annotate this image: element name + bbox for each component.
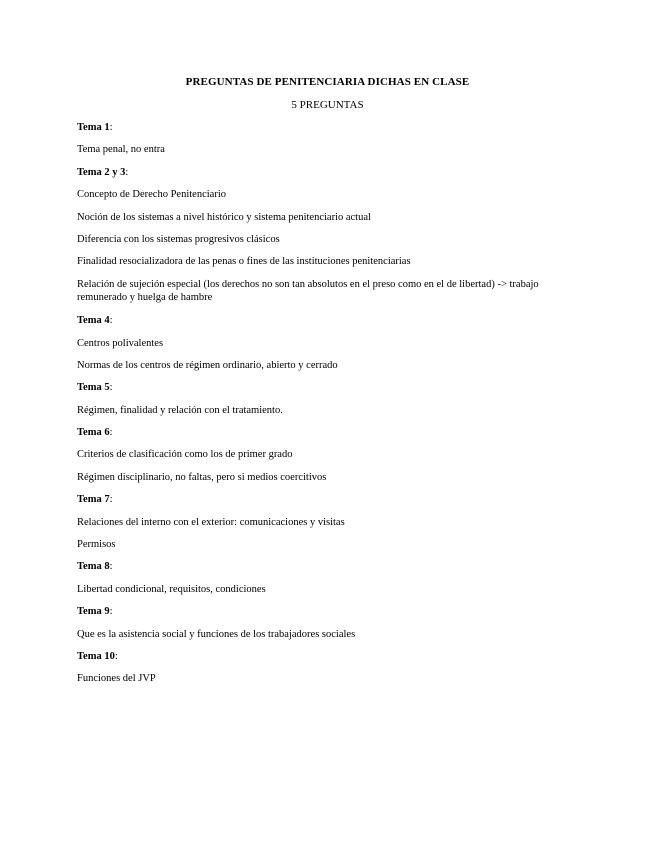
document-title: PREGUNTAS DE PENITENCIARIA DICHAS EN CLASE [185,76,470,88]
document-subtitle: 5 PREGUNTAS [291,99,364,111]
section-item: Centros polivalentes [77,337,164,349]
section-item: Régimen disciplinario, no faltas, pero si medios coercitivos [77,471,327,483]
section-item: Tema penal, no entra [77,144,165,156]
section-heading-label: Tema 5 [77,382,110,394]
section-heading-tema-8: Tema 8: [77,561,113,573]
section-heading-tema-1: Tema 1: [77,122,113,133]
section-heading-label: Tema 2 y 3 [77,166,126,178]
section-item: Permisos [77,539,116,551]
section-item: Libertad condicional, requisitos, condiciones [77,583,266,595]
section-item: Relaciones del interno con el exterior: comunicaciones y visitas [77,516,345,528]
section-heading-tema-9: Tema 9: [77,606,113,618]
section-heading-tema-10: Tema 10: [77,650,118,662]
section-item: Régimen, finalidad y relación con el tratamiento. [77,404,283,416]
section-item: Funciones del JVP [77,673,156,685]
section-item: Concepto de Derecho Penitenciario [77,189,226,201]
section-item: Que es la asistencia social y funciones de los trabajadores sociales [77,628,356,640]
section-heading-tema-4: Tema 4: [77,315,113,327]
section-heading-label: Tema 1 [77,122,110,133]
section-heading-tema-7: Tema 7: [77,494,113,506]
section-item: Relación de sujeción especial (los derechos no son tan absolutos en el preso como en el de libertad) -> trabajo remunerado y huelga de hambre [77,278,539,304]
section-heading-label: Tema 4 [77,315,110,327]
section-heading-label: Tema 8 [77,561,110,573]
section-item: Criterios de clasificación como los de primer grado [77,449,293,461]
section-heading-tema-2-3: Tema 2 y 3: [77,166,129,178]
section-heading-tema-6: Tema 6: [77,427,113,439]
section-heading-label: Tema 9 [77,606,110,618]
section-item: Normas de los centros de régimen ordinario, abierto y cerrado [77,359,338,371]
document-body [77,121,567,695]
section-item: Finalidad resocializadora de las penas o fines de las instituciones penitenciarias [77,256,411,268]
section-heading-label: Tema 7 [77,494,110,506]
section-heading-label: Tema 10 [77,650,115,662]
section-item: Noción de los sistemas a nivel histórico y sistema penitenciario actual [77,211,371,223]
section-heading-label: Tema 6 [77,427,110,439]
section-heading-tema-5: Tema 5: [77,382,113,394]
section-item: Diferencia con los sistemas progresivos clásicos [77,233,280,245]
